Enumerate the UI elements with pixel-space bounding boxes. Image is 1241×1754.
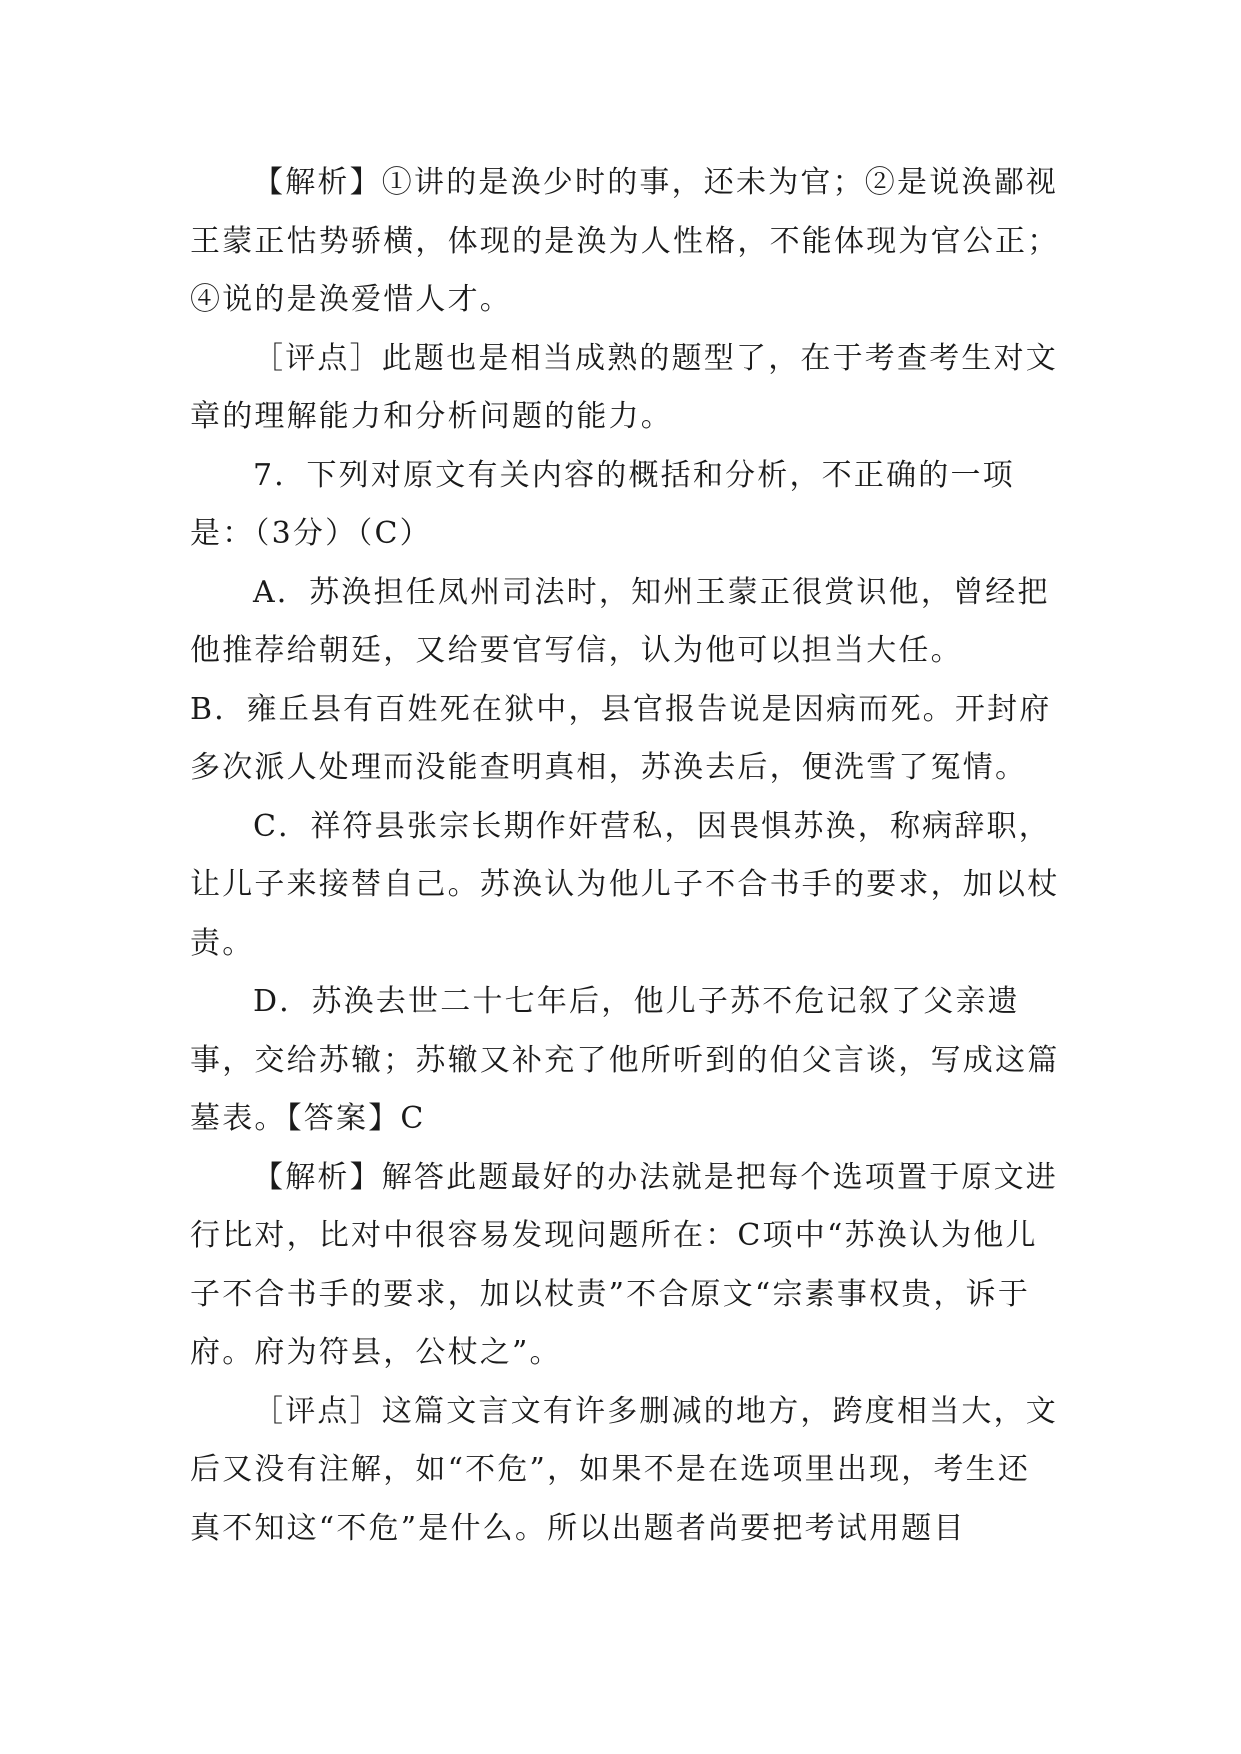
document-body: [190, 154, 1060, 1558]
analysis-paragraph-2: 【解析】解答此题最好的办法就是把每个选项置于原文进行比对，比对中很容易发现问题所在：C项中“苏涣认为他儿子不合书手的要求，加以杖责”不合原文“宗素事权贵，诉于府。府为符县，公杖之”。: [190, 1159, 1058, 1370]
option-b: B．雍丘县有百姓死在狱中，县官报告说是因病而死。开封府多次派人处理而没能查明真相，苏涣去后，便洗雪了冤情。: [190, 691, 1052, 785]
option-a: A．苏涣担任凤州司法时，知州王蒙正很赏识他，曾经把他推荐给朝廷，又给要官写信，认为他可以担当大任。: [190, 574, 1050, 668]
question-7-stem: 7．下列对原文有关内容的概括和分析，不正确的一项是：（3分）（C）: [190, 457, 1015, 551]
option-c: C．祥符县张宗长期作奸营私，因畏惧苏涣，称病辞职，让儿子来接替自己。苏涣认为他儿子不合书手的要求，加以杖责。: [190, 808, 1060, 961]
option-d-with-answer: D．苏涣去世二十七年后，他儿子苏不危记叙了父亲遗事，交给苏辙；苏辙又补充了他所听到的伯父言谈，写成这篇墓表。【答案】C: [190, 984, 1060, 1136]
comment-paragraph-2: ［评点］这篇文言文有许多删减的地方，跨度相当大，文后又没有注解，如“不危”，如果不是在选项里出现，考生还真不知这“不危”是什么。所以出题者尚要把考试用题目: [190, 1393, 1058, 1546]
analysis-paragraph: 【解析】①讲的是涣少时的事，还未为官；②是说涣鄙视王蒙正怙势骄横，体现的是涣为人性格，不能体现为官公正；④说的是涣爱惜人才。: [190, 165, 1060, 317]
comment-paragraph: ［评点］此题也是相当成熟的题型了，在于考查考生对文章的理解能力和分析问题的能力。: [190, 340, 1058, 434]
